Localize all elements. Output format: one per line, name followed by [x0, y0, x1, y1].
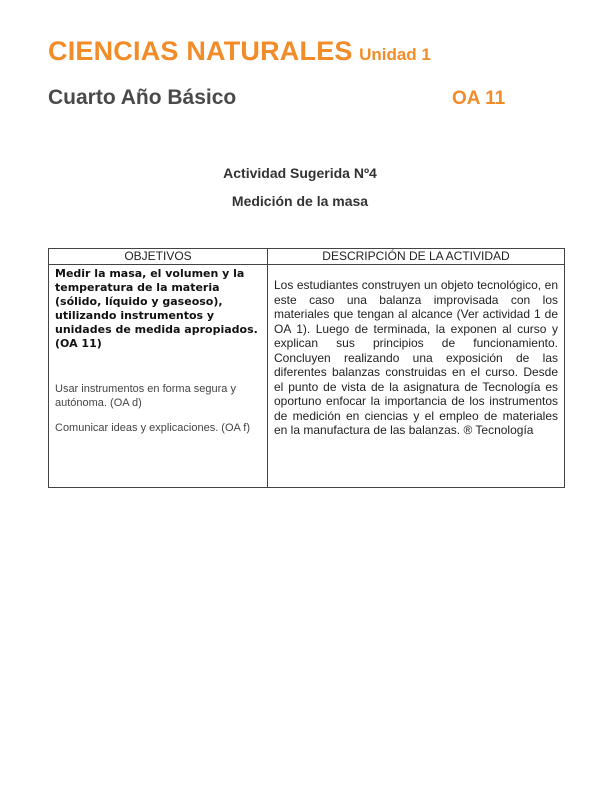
description-header: DESCRIPCIÓN DE LA ACTIVIDAD [268, 249, 565, 265]
objective-main: Medir la masa, el volumen y la temperatura de la materia (sólido, líquido y gaseoso), utilizando instrumentos y unidades de medida apropiados. (OA 11) [55, 267, 258, 350]
unit-label: Unidad 1 [359, 45, 431, 64]
table-row [49, 265, 565, 488]
oa-code: OA 11 [452, 88, 506, 109]
objective-secondary-1: Usar instrumentos en forma segura y autónoma. (OA d) [55, 383, 236, 409]
description-cell [268, 265, 565, 488]
grade-level: Cuarto Año Básico [48, 86, 237, 109]
objectives-cell [49, 265, 268, 488]
objective-secondary-2: Comunicar ideas y explicaciones. (OA f) [55, 422, 251, 434]
table-header-row [49, 249, 565, 265]
objectives-header: OBJETIVOS [49, 249, 268, 265]
activity-subtitle: Medición de la masa [231, 193, 369, 209]
document-header [48, 36, 431, 67]
activity-description: Los estudiantes construyen un objeto tecnológico, en este caso una balanza improvisada con los materiales que tengan al alcance (Ver actividad 1 de OA 1). Luego de terminada, la exponen al curso y explican sus principios de funcionamiento. Concluyen realizando una exposición de las diferentes balanzas construidas en el curso. Desde el punto de vista de la asignatura de Tecnología es oportuno enfocar la importancia de los instrumentos de medición en ciencias y el empleo de materiales en la manufactura de las balanzas. ® Tecnología [274, 278, 558, 437]
activity-title: Actividad Sugerida Nº4 [223, 165, 377, 181]
activity-table [48, 248, 565, 488]
subject-title: CIENCIAS NATURALES [48, 36, 353, 66]
